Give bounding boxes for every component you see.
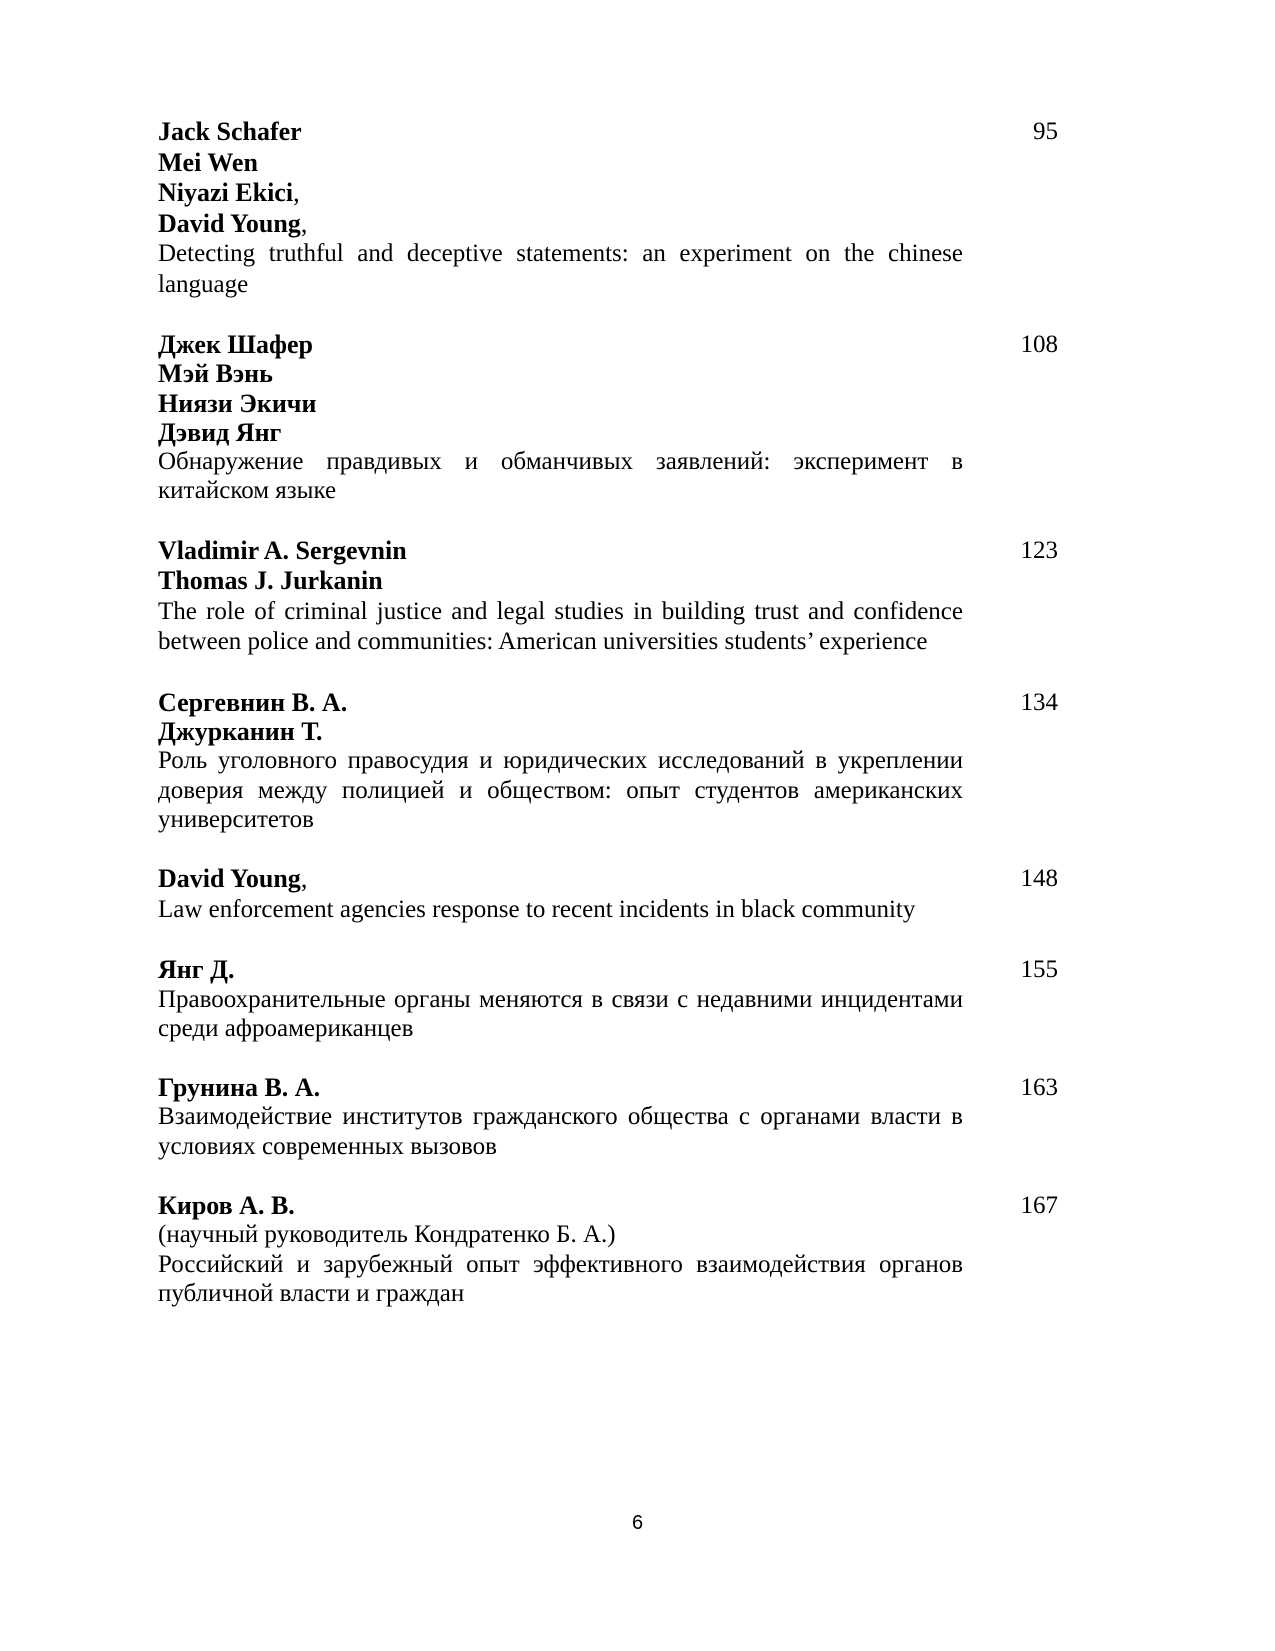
toc-entry-body: [158, 536, 963, 658]
author-name: [158, 359, 963, 388]
author-name: [158, 566, 963, 597]
page-reference: 95: [1033, 118, 1058, 145]
author-name: [158, 117, 963, 148]
toc-entry: [158, 864, 1058, 925]
author-name-text: Mei Wen: [158, 147, 258, 177]
author-name-text: Грунина В. А.: [158, 1073, 321, 1103]
page-reference: 134: [1020, 688, 1058, 716]
author-name: [158, 1073, 963, 1102]
author-name-text: Jack Schafer: [158, 117, 302, 146]
article-title: Law enforcement agencies response to recent incidents in black community: [158, 895, 916, 923]
author-name: [158, 148, 963, 179]
toc-entry-body: [158, 955, 963, 1043]
article-title: Взаимодействие институтов гражданского общества с органами власти в условиях современных вызовов: [158, 1103, 963, 1160]
author-name-text: David Young: [158, 864, 301, 894]
author-name: [158, 418, 963, 447]
author-name-text: Дэвид Янг: [158, 417, 282, 447]
toc-entry: [158, 117, 1058, 300]
table-of-contents: [158, 117, 1058, 1338]
author-name: [158, 864, 963, 895]
page-reference: 155: [1020, 956, 1058, 984]
page-reference: 167: [1020, 1192, 1058, 1220]
page-reference: 108: [1020, 331, 1058, 358]
author-name: [158, 1191, 963, 1220]
author-name: [158, 209, 963, 240]
toc-entry: [158, 1073, 1058, 1161]
author-name-text: David Young: [158, 208, 301, 238]
page-reference: 123: [1020, 536, 1058, 564]
toc-entry-body: [158, 330, 963, 506]
toc-entry: [158, 688, 1058, 834]
author-name-text: Джек Шафер: [158, 330, 313, 359]
supervisor-note: (научный руководитель Кондратенко Б. А.): [158, 1221, 616, 1249]
author-separator: ,: [300, 208, 308, 238]
author-name: [158, 688, 963, 717]
author-name-text: Niyazi Ekici: [158, 178, 294, 207]
author-name: [158, 330, 963, 359]
toc-entry: [158, 330, 1058, 506]
toc-entry-body: [158, 1191, 963, 1308]
author-separator: ,: [300, 864, 308, 894]
article-title: The role of criminal justice and legal studies in building trust and confidence between police and communities: American universities students’ experience: [158, 597, 963, 656]
author-name-text: Джурканин Т.: [158, 717, 323, 747]
toc-entry: [158, 955, 1058, 1043]
author-name-text: Ниязи Экичи: [158, 388, 317, 418]
author-separator: ,: [293, 178, 300, 207]
author-name: [158, 955, 963, 984]
author-name-text: Vladimir A. Sergevnin: [158, 535, 407, 565]
toc-entry-body: [158, 1073, 963, 1161]
author-name: [158, 717, 963, 746]
article-title: Обнаружение правдивых и обманчивых заявлений: эксперимент в китайском языке: [158, 448, 963, 505]
article-title: Российский и зарубежный опыт эффективного взаимодействия органов публичной власти и граждан: [158, 1250, 963, 1307]
author-name-text: Сергевнин В. А.: [158, 687, 348, 717]
page-number: 6: [631, 1512, 644, 1534]
toc-entry-body: [158, 688, 963, 834]
author-name: [158, 536, 963, 567]
author-name: [158, 389, 963, 418]
toc-entry-body: [158, 117, 963, 300]
toc-entry: [158, 1191, 1058, 1308]
article-title: Правоохранительные органы меняются в связи с недавними инцидентами среди афроамериканцев: [158, 985, 963, 1042]
author-name-text: Киров А. В.: [158, 1191, 295, 1221]
author-name-text: Мэй Вэнь: [158, 359, 273, 389]
author-name-text: Thomas J. Jurkanin: [158, 566, 383, 596]
article-title: Detecting truthful and deceptive statements: an experiment on the chinese language: [158, 240, 963, 298]
author-name: [158, 178, 963, 209]
page-reference: 148: [1020, 865, 1058, 893]
article-title: Роль уголовного правосудия и юридических исследований в укреплении доверия между полицией и обществом: опыт студентов американских университетов: [158, 747, 963, 833]
author-name-text: Янг Д.: [158, 955, 235, 985]
toc-entry-body: [158, 864, 963, 925]
page-reference: 163: [1020, 1074, 1058, 1102]
toc-entry: [158, 536, 1058, 658]
toc-entries: [158, 117, 1058, 1308]
